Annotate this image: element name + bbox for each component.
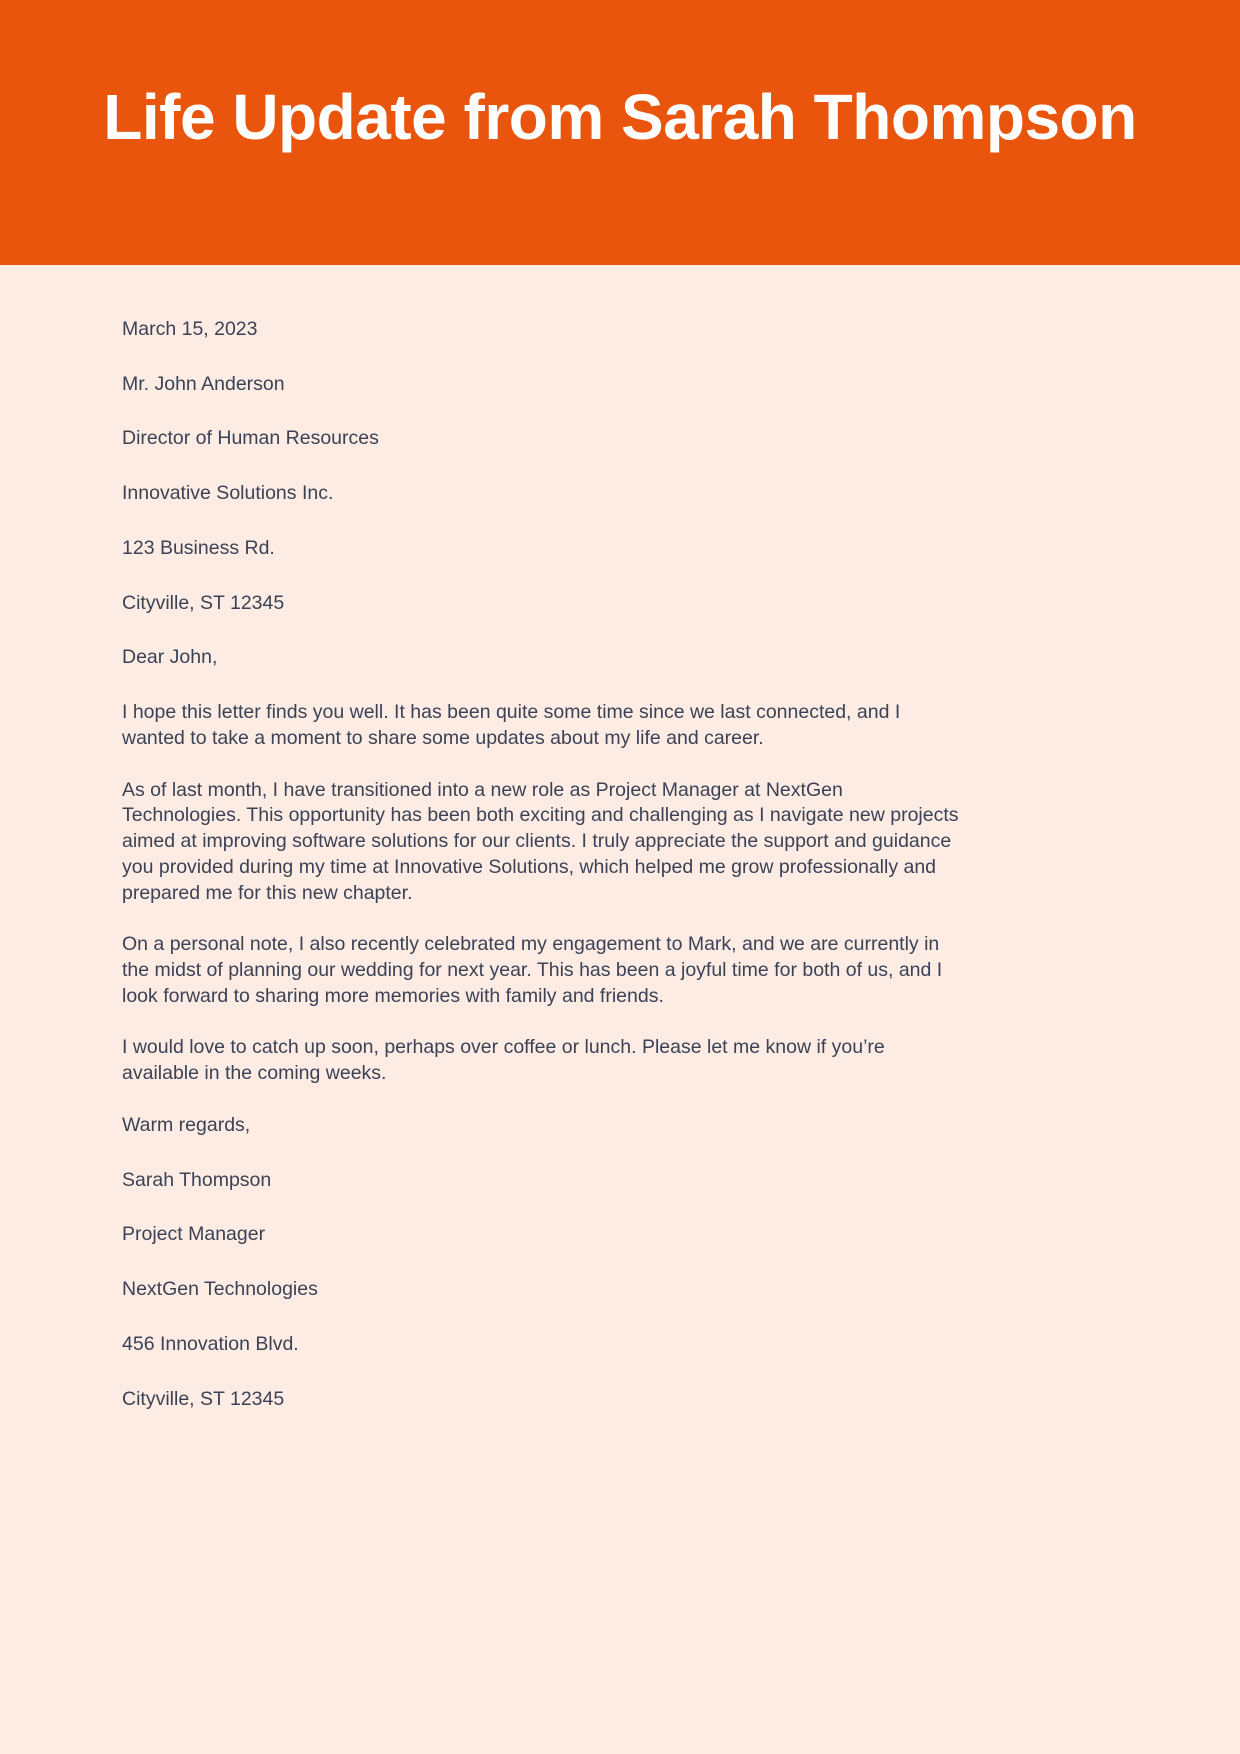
closing-salutation: Warm regards, [122,1113,251,1136]
body-paragraph-3: On a personal note, I also recently celebrated my engagement to Mark, and we are currently in the midst of planning our wedding for next year. This has been a joyful time for both of us, and I look forward to sharing more memories with family and friends. [122,933,943,1007]
header-banner [0,0,1240,265]
recipient-title: Director of Human Resources [122,427,379,450]
sender-name: Sarah Thompson [122,1168,272,1191]
sender-title: Project Manager [122,1223,266,1246]
body-paragraph-2: As of last month, I have transitioned into a new role as Project Manager at NextGen Technologies. This opportunity has been both exciting and challenging as I navigate new projects aimed at improving software solutions for our clients. I truly appreciate the support and guidance you provided during my time at Innovative Solutions, which helped me grow professionally and prepared me for this new chapter. [122,778,959,904]
recipient-name: Mr. John Anderson [122,372,285,395]
body-paragraph-4: I would love to catch up soon, perhaps over coffee or lunch. Please let me know if you’re available in the coming weeks. [122,1036,885,1085]
signature-block [122,1113,1120,1412]
letter-date: March 15, 2023 [122,318,258,340]
body-paragraph-1: I hope this letter finds you well. It has been quite some time since we last connected, and I wanted to take a moment to share some updates about my life and career. [122,701,901,749]
sender-city-state-zip: Cityville, ST 12345 [122,1387,285,1410]
recipient-city-state-zip: Cityville, ST 12345 [122,591,285,614]
recipient-address-block [122,372,1120,617]
page-title: Life Update from Sarah Thompson [103,81,1137,154]
recipient-company: Innovative Solutions Inc. [122,482,334,505]
sender-company: NextGen Technologies [122,1278,318,1301]
letter-content [0,265,1240,1412]
sender-street: 456 Innovation Blvd. [122,1332,299,1355]
salutation: Dear John, [122,646,218,669]
recipient-street: 123 Business Rd. [122,536,275,559]
